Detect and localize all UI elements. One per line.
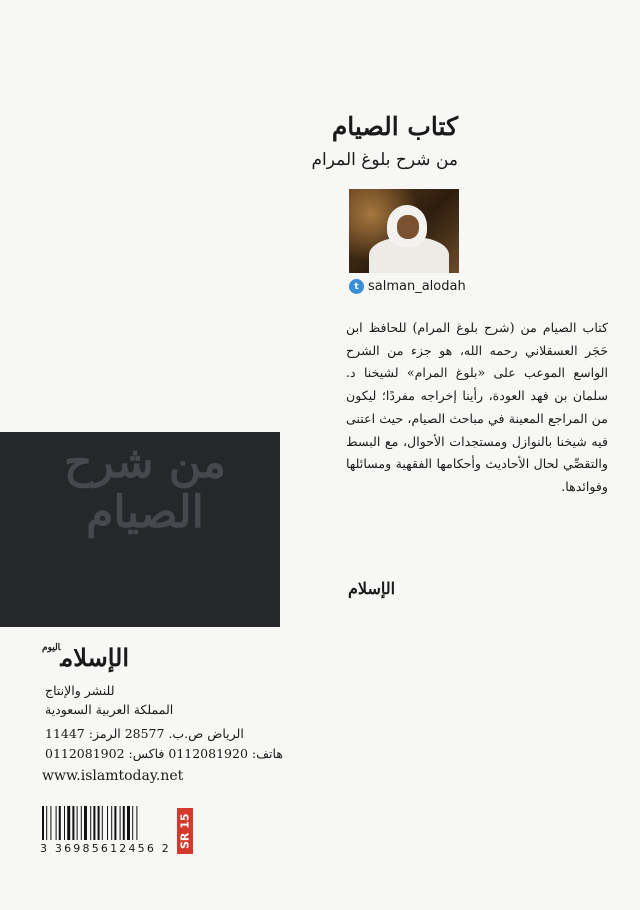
barcode-bar [90, 806, 91, 840]
publisher-phone: هاتف: 0112081920 فاكس: 0112081902 [45, 746, 283, 761]
barcode-bar [120, 806, 121, 840]
twitter-bird-icon: t [349, 279, 364, 294]
publisher-address: الرياض ص.ب. 28577 الرمز: 11447 [45, 726, 244, 741]
barcode-bar [42, 806, 44, 840]
barcode-digits: 3 36985612456 2 [40, 842, 171, 855]
publisher-country: المملكة العربية السعودية [45, 702, 174, 717]
barcode-bar [67, 806, 70, 840]
author-handle [349, 279, 466, 294]
publisher-website: www.islamtoday.net [42, 768, 184, 784]
barcode-bar [93, 806, 95, 840]
barcode-bar [107, 806, 108, 840]
book-description: كتاب الصيام من (شرح بلوغ المرام) للحافظ ابن حَجَر العسقلاني رحمه الله، هو جزء من الشرح الواسع الموعب على «بلوغ المرام» لشيخنا د. سلمان بن فهد العودة، رأينا إخراجه مفردًا؛ ليكون من المراجع المعينة في مباحث الصيام، حيث اعتنى فيه شيخنا بالنوازل ومستجدات الأحوال، مع البسط والتقصِّي لحال الأحاديث وأحكامها الفقهية ومسائلها وفوائدها. [346, 320, 608, 494]
barcode-bar [136, 806, 137, 840]
barcode-bar [123, 806, 125, 840]
publisher-tagline: للنشر والإنتاج [45, 683, 115, 698]
barcode-bar [84, 806, 87, 840]
barcode-bar [127, 806, 130, 840]
panel-title [55, 438, 235, 538]
photo-face [397, 215, 419, 239]
barcode-bar [102, 806, 103, 840]
barcode-bar [50, 806, 51, 840]
publisher-logo [40, 643, 129, 672]
publisher-logo-small: الإسلام [348, 579, 396, 598]
panel-title-line2: الصيام [86, 487, 204, 538]
barcode-bars [40, 806, 176, 846]
barcode-bar [98, 806, 100, 840]
series-code: SR 15 [177, 808, 193, 854]
book-subtitle: من شرح بلوغ المرام [311, 150, 458, 170]
barcode-bar [59, 806, 61, 840]
publisher-logo-text: الإسلام [60, 643, 129, 672]
panel-title-line1: من شرح [64, 437, 226, 488]
author-photo [349, 189, 459, 273]
publisher-logo-sup: اليوم [42, 643, 61, 653]
barcode-bar [114, 806, 116, 840]
book-title: كتاب الصيام [331, 112, 458, 141]
author-handle-text: salman_alodah [368, 279, 466, 294]
barcode-bar [77, 806, 78, 840]
barcode-bar [72, 806, 74, 840]
barcode-bar [64, 806, 65, 840]
barcode-bar [132, 806, 133, 840]
barcode-bar [56, 806, 57, 840]
barcode-bar [111, 806, 112, 840]
barcode-bar [46, 806, 47, 840]
barcode-bar [81, 806, 82, 840]
